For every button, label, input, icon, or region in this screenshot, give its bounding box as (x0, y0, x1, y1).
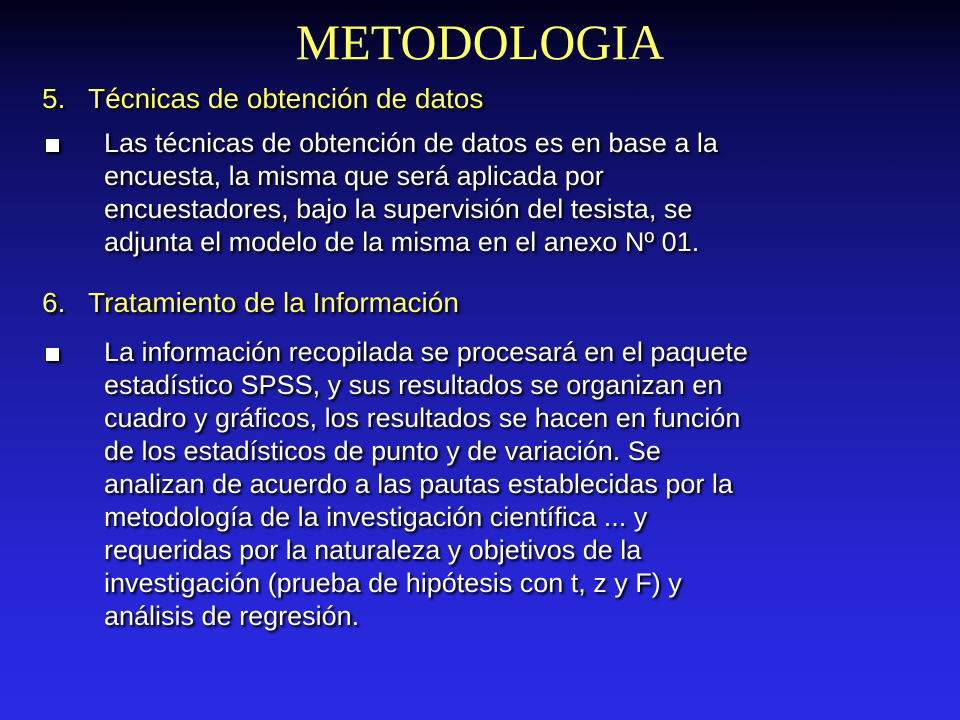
bullet-line: metodología de la investigación científica ... y (104, 502, 648, 532)
bullet-line: Las técnicas de obtención de datos es en base a la (104, 128, 718, 158)
bullet-line: encuesta, la misma que será aplicada por (104, 161, 604, 191)
section-number-5: 5. (42, 83, 66, 114)
bullet-line: análisis de regresión. (104, 601, 360, 631)
bullet-text-5 (104, 127, 926, 259)
bullet-line: de los estadísticos de punto y de variación. Se (104, 436, 661, 466)
bullet-line: adjunta el modelo de la misma en el anexo Nº 01. (104, 227, 700, 257)
bullet-line: encuestadores, bajo la supervisión del tesista, se (104, 194, 693, 224)
section-heading-text-5: Técnicas de obtención de datos (88, 83, 484, 114)
bullet-line: investigación (prueba de hipótesis con t, z y F) y (104, 568, 682, 598)
bullet-item-5 (46, 127, 926, 259)
bullet-line: cuadro y gráficos, los resultados se hacen en función (104, 403, 741, 433)
square-bullet-icon (46, 139, 59, 152)
bullet-item-6 (46, 336, 926, 633)
square-bullet-icon (46, 348, 59, 361)
section-heading-5 (42, 82, 483, 116)
bullet-line: La información recopilada se procesará en el paquete (104, 337, 748, 367)
bullet-line: requeridas por la naturaleza y objetivos de la (104, 535, 642, 565)
bullet-line: analizan de acuerdo a las pautas establecidas por la (104, 469, 733, 499)
slide-title: METODOLOGIA (295, 14, 665, 70)
bullet-line: estadístico SPSS, y sus resultados se organizan en (104, 370, 723, 400)
section-heading-6 (42, 286, 459, 320)
section-number-6: 6. (42, 287, 66, 318)
bullet-text-6 (104, 336, 926, 633)
section-heading-text-6: Tratamiento de la Información (88, 287, 459, 318)
